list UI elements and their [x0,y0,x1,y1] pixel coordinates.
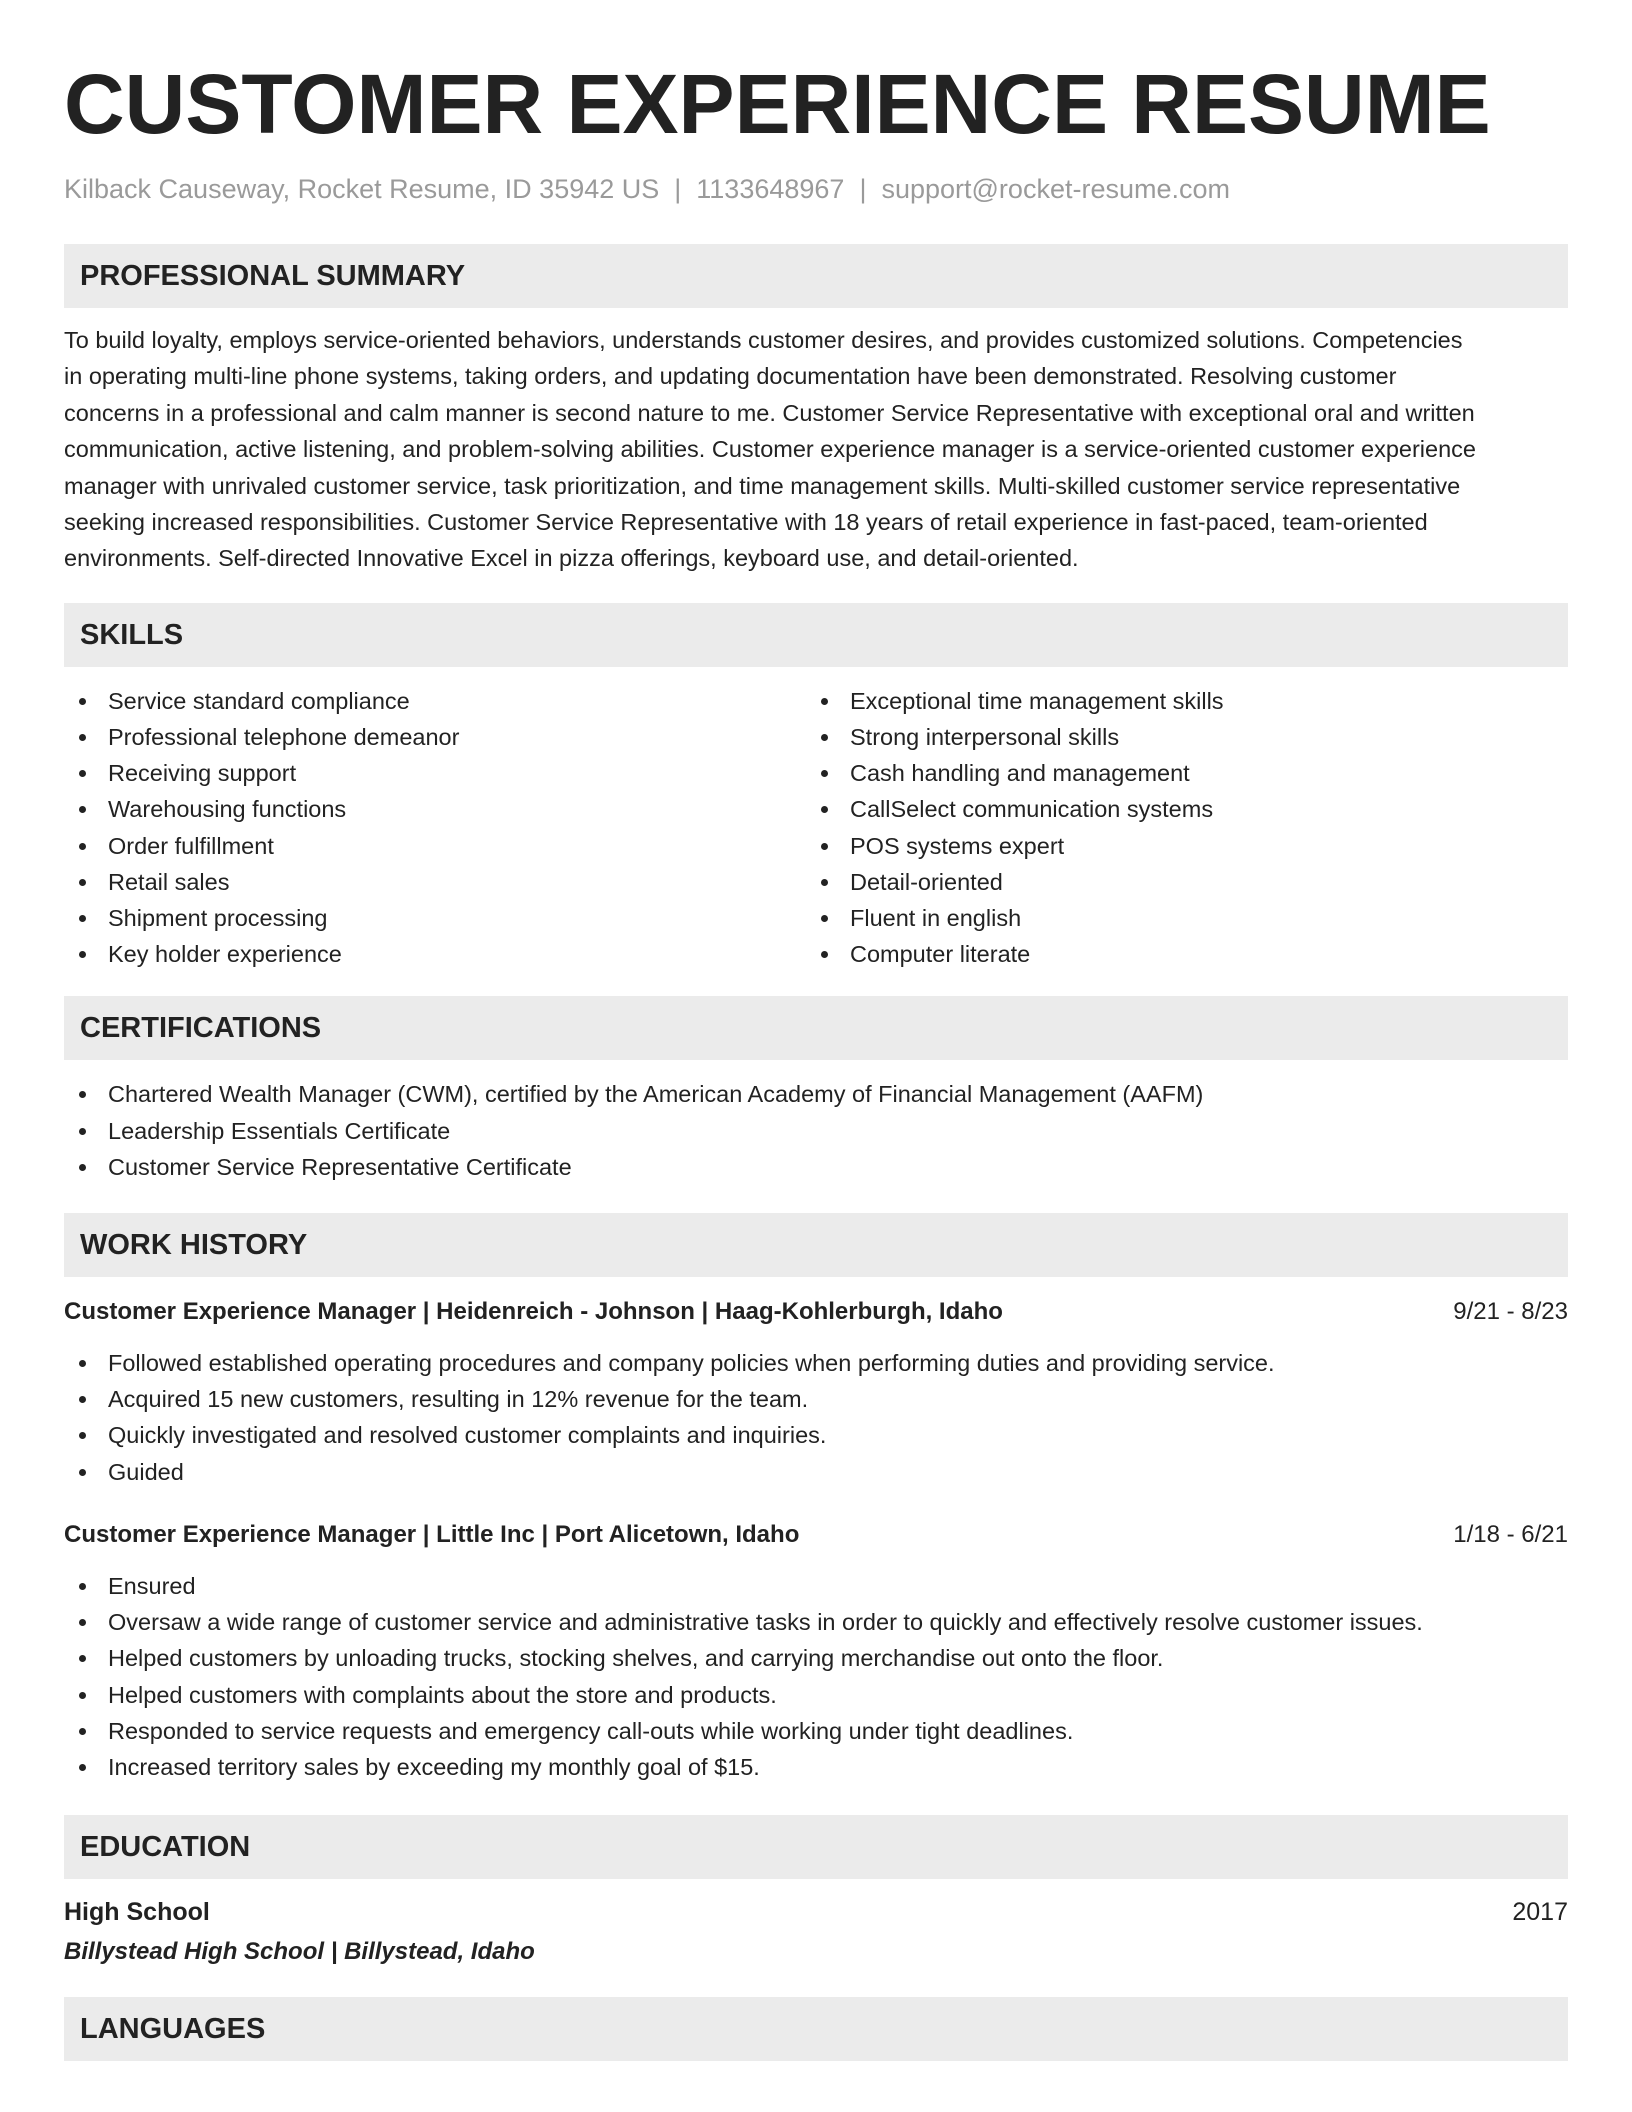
skill-item: Receiving support [64,755,806,791]
job-dates: 1/18 - 6/21 [1453,1520,1568,1548]
certification-item: Customer Service Representative Certificate [64,1149,1568,1185]
skill-item: Professional telephone demeanor [64,719,806,755]
skill-item: Service standard compliance [64,683,806,719]
job-dates: 9/21 - 8/23 [1453,1298,1568,1326]
skill-item: Warehousing functions [64,791,806,827]
skills-list-left [64,683,806,973]
contact-separator: | [859,174,867,204]
skill-item: Strong interpersonal skills [806,719,1548,755]
job-bullet: Quickly investigated and resolved customer complaints and inquiries. [64,1417,1568,1453]
education-degree: High School [64,1898,210,1927]
skill-item: CallSelect communication systems [806,791,1548,827]
skills-grid [64,683,1568,973]
job-bullets [64,1568,1568,1785]
summary-line: To build loyalty, employs service-oriented behaviors, understands customer desires, and provides customized solutions. Competencies [64,327,1463,353]
contact-address: Kilback Causeway, Rocket Resume, ID 35942 US [64,174,660,204]
summary-line: communication, active listening, and problem-solving abilities. Customer experience manager is a service-oriented customer experience [64,436,1476,463]
certifications-list [64,1076,1568,1185]
job-bullet: Increased territory sales by exceeding my monthly goal of $15. [64,1749,1568,1785]
skill-item: Detail-oriented [806,864,1548,900]
resume-title: CUSTOMER EXPERIENCE RESUME [64,57,1491,151]
job-bullet: Ensured [64,1568,1568,1604]
contact-email: support@rocket-resume.com [881,174,1230,204]
job-bullets [64,1345,1568,1490]
job-bullet: Followed established operating procedures and company policies when performing duties and providing service. [64,1345,1568,1381]
contact-separator: | [674,174,682,204]
summary-text [64,322,1568,577]
skill-item: Fluent in english [806,900,1548,936]
skill-item: Order fulfillment [64,828,806,864]
summary-line: manager with unrivaled customer service, task prioritization, and time management skills. Multi-skilled customer service representative [64,472,1461,499]
skill-item: Key holder experience [64,936,806,972]
certification-item: Chartered Wealth Manager (CWM), certified by the American Academy of Financial Management (AAFM) [64,1076,1568,1112]
summary-line: seeking increased responsibilities. Customer Service Representative with 18 years of retail experience in fast-paced, team-oriented [64,509,1428,536]
job-entry [64,1518,1568,1785]
job-bullet: Oversaw a wide range of customer service and administrative tasks in order to quickly and effectively resolve customer issues. [64,1604,1568,1640]
education-header [64,1895,1568,1929]
summary-line: environments. Self-directed Innovative Excel in pizza offerings, keyboard use, and detail-oriented. [64,545,1079,572]
work-history-heading: WORK HISTORY [64,1213,1568,1277]
job-title: Customer Experience Manager | Heidenreich - Johnson | Haag-Kohlerburgh, Idaho [64,1298,1003,1326]
summary-line: in operating multi-line phone systems, taking orders, and updating documentation have been demonstrated. Resolving customer [64,363,1397,390]
job-bullet: Guided [64,1454,1568,1490]
job-bullet: Helped customers with complaints about the store and products. [64,1677,1568,1713]
job-entry [64,1295,1568,1490]
summary-heading: PROFESSIONAL SUMMARY [64,244,1568,308]
job-header [64,1295,1568,1329]
education-heading: EDUCATION [64,1815,1568,1879]
contact-phone: 1133648967 [696,174,845,204]
skill-item: Retail sales [64,864,806,900]
skill-item: Cash handling and management [806,755,1548,791]
resume-page [64,0,1568,2061]
certifications-heading: CERTIFICATIONS [64,996,1568,1060]
skill-item: POS systems expert [806,828,1548,864]
skills-list-right [806,683,1548,973]
contact-line [64,172,1568,206]
skills-heading: SKILLS [64,603,1568,667]
skill-item: Computer literate [806,936,1548,972]
certification-item: Leadership Essentials Certificate [64,1113,1568,1149]
job-title: Customer Experience Manager | Little Inc | Port Alicetown, Idaho [64,1520,800,1548]
job-bullet: Responded to service requests and emergency call-outs while working under tight deadlines. [64,1713,1568,1749]
summary-line: concerns in a professional and calm manner is second nature to me. Customer Service Representative with exceptional oral and written [64,399,1475,426]
education-school: Billystead High School | Billystead, Idaho [64,1938,535,1966]
job-header [64,1518,1568,1552]
skill-item: Shipment processing [64,900,806,936]
job-bullet: Helped customers by unloading trucks, stocking shelves, and carrying merchandise out onto the floor. [64,1640,1568,1676]
skill-item: Exceptional time management skills [806,683,1548,719]
job-bullet: Acquired 15 new customers, resulting in 12% revenue for the team. [64,1381,1568,1417]
education-year: 2017 [1512,1898,1568,1927]
languages-heading: LANGUAGES [64,1997,1568,2061]
